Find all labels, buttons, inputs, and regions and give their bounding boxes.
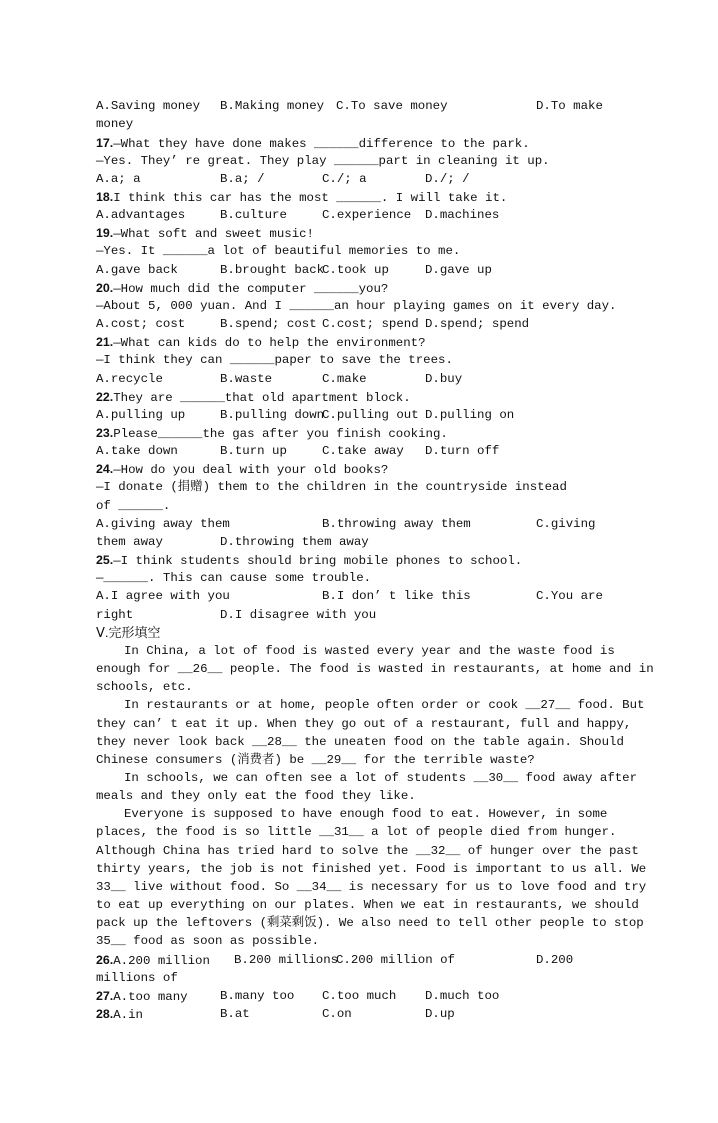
- option-d: D.spend; spend: [425, 317, 530, 331]
- option-b: B.200 millions: [234, 953, 339, 967]
- q20-options: [96, 315, 636, 333]
- q24-options: [96, 515, 636, 533]
- q16-option-d-continued: money: [96, 117, 134, 131]
- option-c-continued: right: [96, 608, 134, 622]
- passage-line: Chinese consumers (消费者) be __29__ for the terrible waste?: [96, 753, 535, 767]
- option-a: A.pulling up: [96, 408, 186, 422]
- passage-line: they never look back __28__ the uneaten food on the table again. Should: [96, 735, 624, 749]
- option-b: B.spend; cost: [220, 317, 317, 331]
- q20-stem: [96, 279, 636, 297]
- option-d: D.gave up: [425, 263, 492, 277]
- passage-line: schools, etc.: [96, 680, 193, 694]
- passage-line: 33__ live without food. So __34__ is necessary for us to love food and try: [96, 880, 647, 894]
- passage-line: enough for __26__ people. The food is wasted in restaurants, at home and in: [96, 662, 654, 676]
- question-number: 20.: [96, 281, 114, 295]
- option-c: C.take away: [322, 444, 404, 458]
- option-a: A.cost; cost: [96, 317, 186, 331]
- q22-options: [96, 406, 636, 424]
- q24-line3: of ______.: [96, 499, 171, 513]
- option-b: B.a; /: [220, 172, 265, 186]
- option-c: C.giving: [536, 517, 596, 531]
- option-c: C.pulling out: [322, 408, 419, 422]
- question-text: —How do you deal with your old books?: [113, 463, 389, 477]
- q21-stem: [96, 333, 636, 351]
- option-b: B.I don’ t like this: [322, 589, 471, 603]
- q26-first: [96, 951, 210, 970]
- question-number: 19.: [96, 226, 114, 240]
- q21-line2: —I think they can ______paper to save the trees.: [96, 353, 453, 367]
- option-a: A.I agree with you: [96, 589, 230, 603]
- q26-options: [96, 951, 636, 969]
- question-number: 17.: [96, 136, 114, 150]
- option-c: C./; a: [322, 172, 367, 186]
- q19-options: [96, 261, 636, 279]
- passage-line: to eat up everything on our plates. When we eat in restaurants, we should: [96, 898, 639, 912]
- option-a: A.recycle: [96, 372, 163, 386]
- question-number: 22.: [96, 390, 114, 404]
- option-b: B.waste: [220, 372, 273, 386]
- q23-stem: [96, 424, 636, 442]
- q25-options: [96, 587, 636, 605]
- q17-stem: [96, 134, 636, 152]
- option-c: C.To save money: [336, 99, 448, 113]
- q25-stem: [96, 551, 636, 569]
- option-c: C.You are: [536, 589, 603, 603]
- q24-options-continued: [96, 533, 636, 551]
- question-text: —What soft and sweet music!: [113, 227, 314, 241]
- option-b: B.brought back: [220, 263, 325, 277]
- q17-options: [96, 170, 636, 188]
- q18-stem: [96, 188, 636, 206]
- q18-options: [96, 206, 636, 224]
- question-text: They are ______that old apartment block.: [113, 391, 411, 405]
- option-d: D.200: [536, 953, 574, 967]
- question-number: 27.: [96, 989, 114, 1003]
- option-c: C.200 million of: [336, 953, 455, 967]
- option-c: C.took up: [322, 263, 389, 277]
- q28-options: [96, 1005, 636, 1023]
- passage-line: places, the food is so little __31__ a lot of people died from hunger.: [96, 825, 617, 839]
- option-b: B.Making money: [220, 99, 325, 113]
- option-a: A.too many: [113, 990, 188, 1004]
- question-number: 26.: [96, 953, 114, 967]
- option-d: D.much too: [425, 989, 500, 1003]
- q21-options: [96, 370, 636, 388]
- option-d: D.pulling on: [425, 408, 515, 422]
- passage-line: pack up the leftovers (剩菜剩饭). We also need to tell other people to stop: [96, 916, 644, 930]
- q16-options: [96, 97, 636, 115]
- question-text: I think this car has the most ______. I will take it.: [113, 191, 508, 205]
- option-b: B.pulling down: [220, 408, 325, 422]
- option-a: A.200 million: [113, 954, 210, 968]
- option-d: D.To make: [536, 99, 603, 113]
- passage-line: Everyone is supposed to have enough food to eat. However, in some: [124, 807, 608, 821]
- option-a: A.Saving money: [96, 99, 201, 113]
- option-b: B.culture: [220, 208, 287, 222]
- option-a: A.a; a: [96, 172, 141, 186]
- q24-line2: —I donate (捐赠) them to the children in the countryside instead: [96, 480, 567, 494]
- q23-options: [96, 442, 636, 460]
- question-text: —How much did the computer ______you?: [113, 282, 389, 296]
- option-c-continued: them away: [96, 535, 163, 549]
- q19-stem: [96, 224, 636, 242]
- question-text: Please______the gas after you finish cooking.: [113, 427, 448, 441]
- option-d: D.I disagree with you: [220, 608, 377, 622]
- option-a: A.in: [113, 1008, 143, 1022]
- option-a: A.gave back: [96, 263, 178, 277]
- question-number: 24.: [96, 462, 114, 476]
- option-a: A.giving away them: [96, 517, 230, 531]
- question-number: 23.: [96, 426, 114, 440]
- q28-first: [96, 1005, 143, 1024]
- question-number: 21.: [96, 335, 114, 349]
- option-d: D./; /: [425, 172, 470, 186]
- question-number: 28.: [96, 1007, 114, 1021]
- option-a: A.advantages: [96, 208, 186, 222]
- option-c: C.on: [322, 1007, 352, 1021]
- passage-line: In China, a lot of food is wasted every year and the waste food is: [124, 644, 615, 658]
- option-d: D.turn off: [425, 444, 500, 458]
- q27-first: [96, 987, 188, 1006]
- option-b: B.turn up: [220, 444, 287, 458]
- question-text: —What they have done makes ______difference to the park.: [113, 137, 530, 151]
- option-c: C.too much: [322, 989, 397, 1003]
- q25-line2: —______. This can cause some trouble.: [96, 571, 372, 585]
- question-text: —What can kids do to help the environment?: [113, 336, 426, 350]
- question-text: —I think students should bring mobile phones to school.: [113, 554, 523, 568]
- section-title: Ⅴ.完形填空: [96, 625, 161, 640]
- q24-stem: [96, 460, 636, 478]
- passage-line: In schools, we can often see a lot of students __30__ food away after: [124, 771, 638, 785]
- passage-line: Although China has tried hard to solve the __32__ of hunger over the past: [96, 844, 639, 858]
- option-d: D.up: [425, 1007, 455, 1021]
- option-c: C.experience: [322, 208, 412, 222]
- q19-line2: —Yes. It ______a lot of beautiful memories to me.: [96, 244, 461, 258]
- option-d: D.throwing them away: [220, 535, 369, 549]
- passage-line: In restaurants or at home, people often order or cook __27__ food. But: [124, 698, 645, 712]
- q27-options: [96, 987, 636, 1005]
- option-b: B.throwing away them: [322, 517, 471, 531]
- option-b: B.at: [220, 1007, 250, 1021]
- option-a: A.take down: [96, 444, 178, 458]
- option-b: B.many too: [220, 989, 295, 1003]
- question-number: 18.: [96, 190, 114, 204]
- q22-stem: [96, 388, 636, 406]
- option-d: D.buy: [425, 372, 463, 386]
- passage-line: thirty years, the job is not finished yet. Food is important to us all. We: [96, 862, 647, 876]
- q25-options-continued: [96, 606, 636, 624]
- passage-line: meals and they only eat the food they like.: [96, 789, 416, 803]
- question-number: 25.: [96, 553, 114, 567]
- option-c: C.make: [322, 372, 367, 386]
- option-d: D.machines: [425, 208, 500, 222]
- option-c: C.cost; spend: [322, 317, 419, 331]
- q20-line2: —About 5, 000 yuan. And I ______an hour playing games on it every day.: [96, 299, 617, 313]
- q26-option-d-continued: millions of: [96, 971, 178, 985]
- passage-line: 35__ food as soon as possible.: [96, 934, 320, 948]
- passage-line: they can’ t eat it up. When they go out of a restaurant, full and happy,: [96, 717, 632, 731]
- q17-line2: —Yes. They’ re great. They play ______part in cleaning it up.: [96, 154, 550, 168]
